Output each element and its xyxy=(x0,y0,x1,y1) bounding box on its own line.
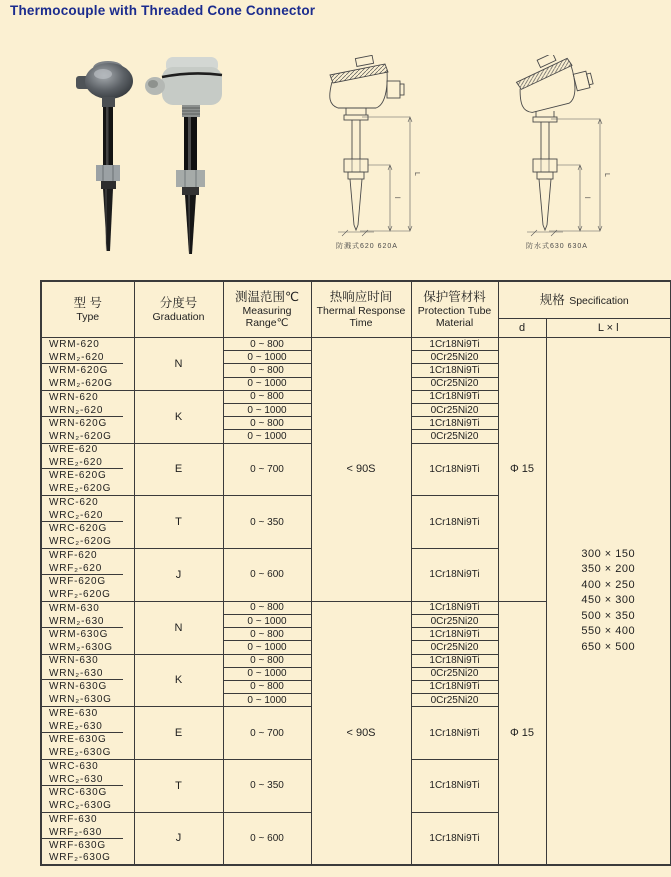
material-cell: 1Cr18Ni9Ti xyxy=(411,364,498,377)
dim-label-L: L xyxy=(413,172,420,176)
product-photo-620 xyxy=(70,55,142,260)
type-cell: WRF₂-630G xyxy=(41,852,134,865)
type-cell: WRM₂-620 xyxy=(41,351,134,364)
dim-label-l: l xyxy=(583,197,590,199)
range-cell: 0 ~ 1000 xyxy=(223,694,311,707)
dimension-drawing-620 xyxy=(306,55,436,237)
size-list-cell xyxy=(546,338,671,866)
size-item: 400 × 250 xyxy=(581,578,636,591)
size-item: 350 × 200 xyxy=(581,563,636,576)
terminal-box xyxy=(387,81,400,98)
graduation-cell: K xyxy=(134,654,223,707)
col-header-d: d xyxy=(498,319,546,338)
type-cell: WRF₂-620G xyxy=(41,588,134,601)
type-cell: WRE₂-630 xyxy=(41,720,134,733)
type-cell: WRC₂-620G xyxy=(41,535,134,548)
dim-label-L: L xyxy=(603,173,610,177)
range-cell: 0 ~ 1000 xyxy=(223,403,311,416)
range-cell: 0 ~ 1000 xyxy=(223,641,311,654)
graduation-cell: J xyxy=(134,549,223,602)
diameter-cell: Φ 15 xyxy=(498,601,546,865)
size-list xyxy=(581,547,635,656)
collar xyxy=(101,181,116,189)
type-cell: WRC₂-630G xyxy=(41,799,134,812)
material-cell: 1Cr18Ni9Ti xyxy=(411,654,498,667)
material-cell: 1Cr18Ni9Ti xyxy=(411,549,498,602)
dimension-drawing-630 xyxy=(496,55,626,237)
type-cell: WRC-620 xyxy=(41,496,134,509)
collar xyxy=(182,187,199,195)
type-cell: WRE₂-630G xyxy=(41,746,134,759)
hex-fitting xyxy=(96,165,120,181)
cone-tip xyxy=(103,189,113,251)
material-cell: 0Cr25Ni20 xyxy=(411,430,498,443)
range-cell: 0 ~ 1000 xyxy=(223,430,311,443)
type-cell: WRN-620 xyxy=(41,390,134,403)
material-cell: 1Cr18Ni9Ti xyxy=(411,338,498,351)
size-item: 450 × 300 xyxy=(581,594,636,607)
material-cell: 1Cr18Ni9Ti xyxy=(411,760,498,813)
type-cell: WRE-630G xyxy=(41,733,134,746)
material-cell: 1Cr18Ni9Ti xyxy=(411,707,498,760)
range-cell: 0 ~ 350 xyxy=(223,760,311,813)
material-cell: 1Cr18Ni9Ti xyxy=(411,390,498,403)
cone-outline xyxy=(350,179,362,230)
type-cell: WRC-630G xyxy=(41,786,134,799)
type-cell: WRE₂-620 xyxy=(41,456,134,469)
range-cell: 0 ~ 800 xyxy=(223,417,311,430)
col-header-lxl: L × l xyxy=(546,319,671,338)
cone-tip xyxy=(185,195,196,254)
type-cell: WRM₂-630 xyxy=(41,614,134,627)
type-cell: WRN₂-620G xyxy=(41,430,134,443)
hex-fitting xyxy=(176,170,205,187)
type-cell: WRF-630G xyxy=(41,839,134,852)
dimension-lines xyxy=(549,119,610,231)
type-cell: WRN₂-630 xyxy=(41,667,134,680)
spec-table xyxy=(40,280,671,866)
graduation-cell: T xyxy=(134,496,223,549)
range-cell: 0 ~ 1000 xyxy=(223,614,311,627)
spec-table-body xyxy=(41,338,671,866)
product-photo-630 xyxy=(142,55,234,260)
drawing-head xyxy=(511,55,596,114)
size-item: 500 × 350 xyxy=(581,609,636,622)
material-cell: 1Cr18Ni9Ti xyxy=(411,628,498,641)
hex-fitting-outline xyxy=(344,159,368,172)
type-cell: WRC-630 xyxy=(41,760,134,773)
diameter-cell: Φ 15 xyxy=(498,338,546,602)
drawing-caption-630: 防水式630 630A xyxy=(526,243,588,250)
type-cell: WRF₂-620 xyxy=(41,562,134,575)
range-cell: 0 ~ 600 xyxy=(223,549,311,602)
material-cell: 0Cr25Ni20 xyxy=(411,667,498,680)
type-cell: WRM₂-630G xyxy=(41,641,134,654)
type-cell: WRE-630 xyxy=(41,707,134,720)
dim-label-l: l xyxy=(393,197,400,199)
graduation-cell: E xyxy=(134,443,223,496)
material-cell: 0Cr25Ni20 xyxy=(411,641,498,654)
type-cell: WRC₂-620 xyxy=(41,509,134,522)
size-item: 550 × 400 xyxy=(581,625,636,638)
graduation-cell: N xyxy=(134,601,223,654)
material-cell: 1Cr18Ni9Ti xyxy=(411,496,498,549)
type-cell: WRF-620 xyxy=(41,549,134,562)
stem xyxy=(541,122,549,159)
type-cell: WRF-620G xyxy=(41,575,134,588)
material-cell: 1Cr18Ni9Ti xyxy=(411,417,498,430)
page-title: Thermocouple with Threaded Cone Connector xyxy=(10,3,316,18)
graduation-cell: K xyxy=(134,390,223,443)
material-cell: 0Cr25Ni20 xyxy=(411,614,498,627)
thermal-response-cell: < 90S xyxy=(311,601,411,865)
range-cell: 0 ~ 800 xyxy=(223,680,311,693)
dimension-lines xyxy=(360,117,420,231)
material-cell: 0Cr25Ni20 xyxy=(411,403,498,416)
neck xyxy=(102,97,115,107)
type-cell: WRE-620 xyxy=(41,443,134,456)
range-cell: 0 ~ 800 xyxy=(223,364,311,377)
neck-collar xyxy=(533,117,557,122)
range-cell: 0 ~ 1000 xyxy=(223,667,311,680)
col-header-type: 型 号 Type xyxy=(41,281,134,338)
material-cell: 1Cr18Ni9Ti xyxy=(411,601,498,614)
hex-fitting-outline xyxy=(533,159,557,172)
col-header-range: 测温范围℃ Measuring Range℃ xyxy=(223,281,311,338)
type-cell: WRE₂-620G xyxy=(41,483,134,496)
col-header-thermal: 热响应时间 Thermal Response Time xyxy=(311,281,411,338)
type-cell: WRN₂-620 xyxy=(41,403,134,416)
type-cell: WRF-630 xyxy=(41,812,134,825)
connection-head xyxy=(85,63,133,99)
type-cell: WRM-620G xyxy=(41,364,134,377)
type-cell: WRC₂-630 xyxy=(41,773,134,786)
size-item: 300 × 150 xyxy=(581,547,636,560)
stem xyxy=(352,120,360,159)
range-cell: 0 ~ 600 xyxy=(223,812,311,865)
material-cell: 1Cr18Ni9Ti xyxy=(411,812,498,865)
range-cell: 0 ~ 800 xyxy=(223,338,311,351)
graduation-cell: E xyxy=(134,707,223,760)
hatched-cap xyxy=(330,64,388,83)
range-cell: 0 ~ 800 xyxy=(223,654,311,667)
table-row xyxy=(41,338,671,351)
col-header-material: 保护管材料 Protection Tube Material xyxy=(411,281,498,338)
type-cell: WRM₂-620G xyxy=(41,377,134,390)
range-cell: 0 ~ 800 xyxy=(223,390,311,403)
graduation-cell: J xyxy=(134,812,223,865)
type-cell: WRC-620G xyxy=(41,522,134,535)
range-cell: 0 ~ 700 xyxy=(223,707,311,760)
type-cell: WRF₂-630 xyxy=(41,825,134,838)
size-item: 650 × 500 xyxy=(581,640,636,653)
material-cell: 0Cr25Ni20 xyxy=(411,351,498,364)
drawing-caption-620: 防溅式620 620A xyxy=(336,243,398,250)
col-header-specification: 规格 Specification xyxy=(498,281,671,319)
material-cell: 0Cr25Ni20 xyxy=(411,377,498,390)
drawing-head xyxy=(330,55,404,108)
graduation-cell: T xyxy=(134,760,223,813)
type-cell: WRM-630G xyxy=(41,628,134,641)
col-header-graduation: 分度号 Graduation xyxy=(134,281,223,338)
range-cell: 0 ~ 1000 xyxy=(223,351,311,364)
material-cell: 1Cr18Ni9Ti xyxy=(411,443,498,496)
graduation-cell: N xyxy=(134,338,223,391)
type-cell: WRN-630G xyxy=(41,680,134,693)
hatched-cap xyxy=(514,58,575,90)
neck-collar xyxy=(344,115,368,120)
range-cell: 0 ~ 350 xyxy=(223,496,311,549)
range-cell: 0 ~ 800 xyxy=(223,628,311,641)
material-cell: 1Cr18Ni9Ti xyxy=(411,680,498,693)
type-cell: WRN-630 xyxy=(41,654,134,667)
type-cell: WRM-620 xyxy=(41,338,134,351)
type-cell: WRN-620G xyxy=(41,417,134,430)
type-cell: WRM-630 xyxy=(41,601,134,614)
thermal-response-cell: < 90S xyxy=(311,338,411,602)
range-cell: 0 ~ 700 xyxy=(223,443,311,496)
type-cell: WRN₂-630G xyxy=(41,694,134,707)
range-cell: 0 ~ 800 xyxy=(223,601,311,614)
cone-outline xyxy=(539,179,551,230)
type-cell: WRE-620G xyxy=(41,469,134,482)
material-cell: 0Cr25Ni20 xyxy=(411,694,498,707)
range-cell: 0 ~ 1000 xyxy=(223,377,311,390)
